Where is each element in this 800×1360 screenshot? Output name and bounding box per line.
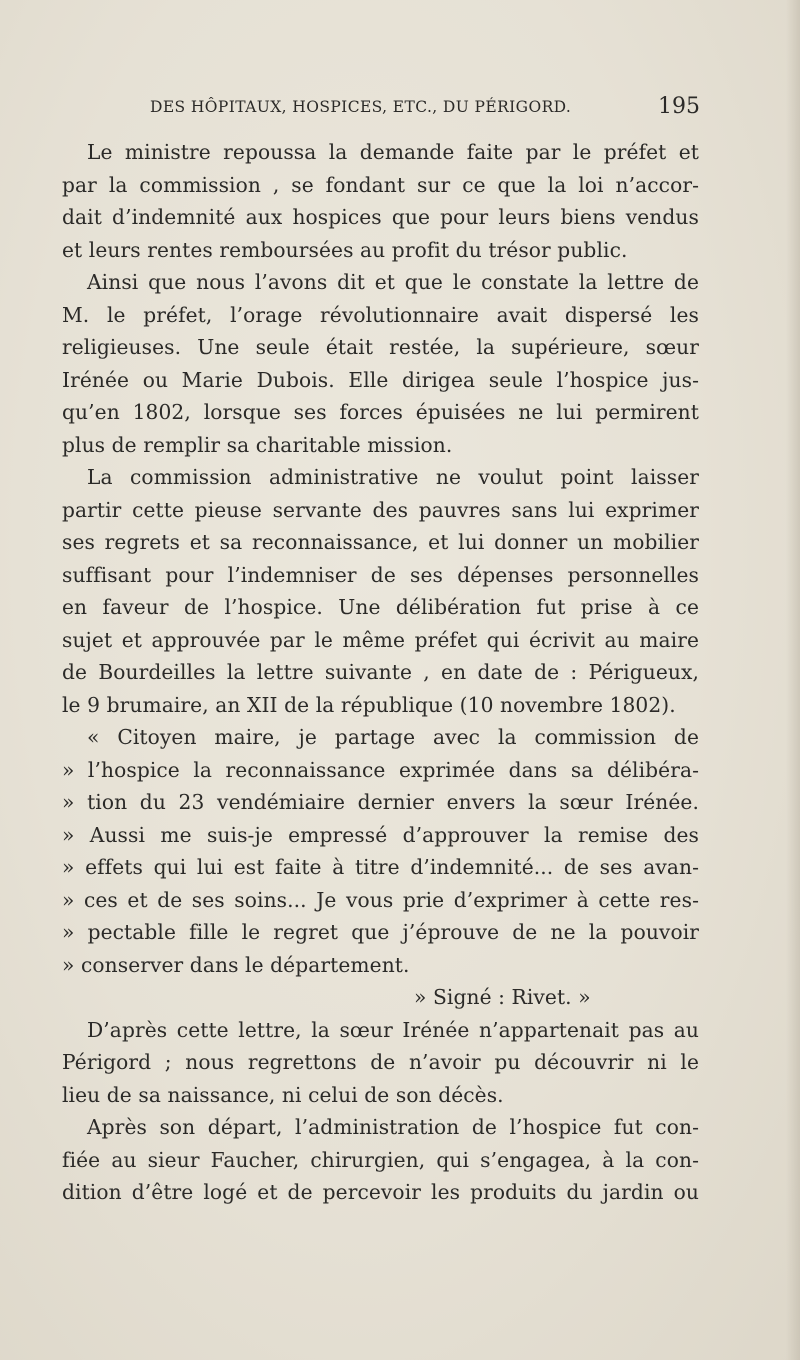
text-line: par la commission , se fondant sur ce que la loi n’accor- [62, 172, 699, 197]
text-line: en faveur de l’hospice. Une délibération fut prise à ce [62, 595, 699, 619]
text-line: fiée au sieur Faucher, chirurgien, qui s’engagea, à la con- [62, 1147, 699, 1172]
text-line: de Bourdeilles la lettre suivante , en date de : Périgueux, [62, 660, 699, 684]
page-number: 195 [658, 94, 700, 119]
text-line: Irénée ou Marie Dubois. Elle dirigea seule l’hospice jus- [62, 367, 699, 392]
running-head: DES HÔPITAUX, HOSPICES, ETC., DU PÉRIGORD. [150, 98, 572, 116]
signature-line: » Signé : Rivet. » [414, 985, 591, 1009]
body-text [62, 136, 699, 1209]
text-line: lieu de sa naissance, ni celui de son décès. [62, 1082, 504, 1107]
text-line: plus de remplir sa charitable mission. [62, 432, 453, 457]
text-line: Périgord ; nous regrettons de n’avoir pu découvrir ni le [62, 1050, 699, 1074]
text-line: religieuses. Une seule était restée, la supérieure, sœur [62, 335, 699, 359]
text-line: » pectable fille le regret que j’éprouve de ne la pouvoir [62, 920, 699, 944]
text-line: partir cette pieuse servante des pauvres sans lui exprimer [62, 497, 699, 522]
text-line: sujet et approuvée par le même préfet qui écrivit au maire [62, 627, 699, 652]
text-line: » tion du 23 vendémiaire dernier envers la sœur Irénée. [62, 790, 699, 814]
text-line: qu’en 1802, lorsque ses forces épuisées ne lui permirent [62, 400, 699, 424]
text-line: ses regrets et sa reconnaissance, et lui donner un mobilier [62, 530, 699, 554]
text-line: » effets qui lui est faite à titre d’indemnité... de ses avan- [62, 855, 699, 879]
text-line: « Citoyen maire, je partage avec la commission de [87, 725, 699, 749]
page-header [150, 94, 700, 120]
text-line: dition d’être logé et de percevoir les produits du jardin ou [62, 1180, 699, 1204]
text-line: » Aussi me suis-je empressé d’approuver la remise des [62, 822, 699, 847]
text-line: » l’hospice la reconnaissance exprimée dans sa délibéra- [62, 757, 699, 782]
text-line: M. le préfet, l’orage révolutionnaire avait dispersé les [62, 302, 699, 327]
text-line: le 9 brumaire, an XII de la république (10 novembre 1802). [62, 692, 676, 717]
page-edge-shadow [786, 0, 800, 1360]
text-line: La commission administrative ne voulut point laisser [87, 465, 699, 489]
text-line: dait d’indemnité aux hospices que pour leurs biens vendus [62, 205, 699, 229]
text-line: Le ministre repoussa la demande faite par le préfet et [87, 140, 699, 164]
text-line: D’après cette lettre, la sœur Irénée n’appartenait pas au [87, 1017, 699, 1042]
text-line: » conserver dans le département. [62, 952, 410, 977]
text-line: Après son départ, l’administration de l’hospice fut con- [87, 1115, 699, 1139]
text-line: suffisant pour l’indemniser de ses dépenses personnelles [62, 562, 699, 587]
text-line: et leurs rentes remboursées au profit du trésor public. [62, 237, 628, 262]
text-line: Ainsi que nous l’avons dit et que le constate la lettre de [87, 270, 699, 294]
text-line: » ces et de ses soins... Je vous prie d’exprimer à cette res- [62, 887, 699, 912]
